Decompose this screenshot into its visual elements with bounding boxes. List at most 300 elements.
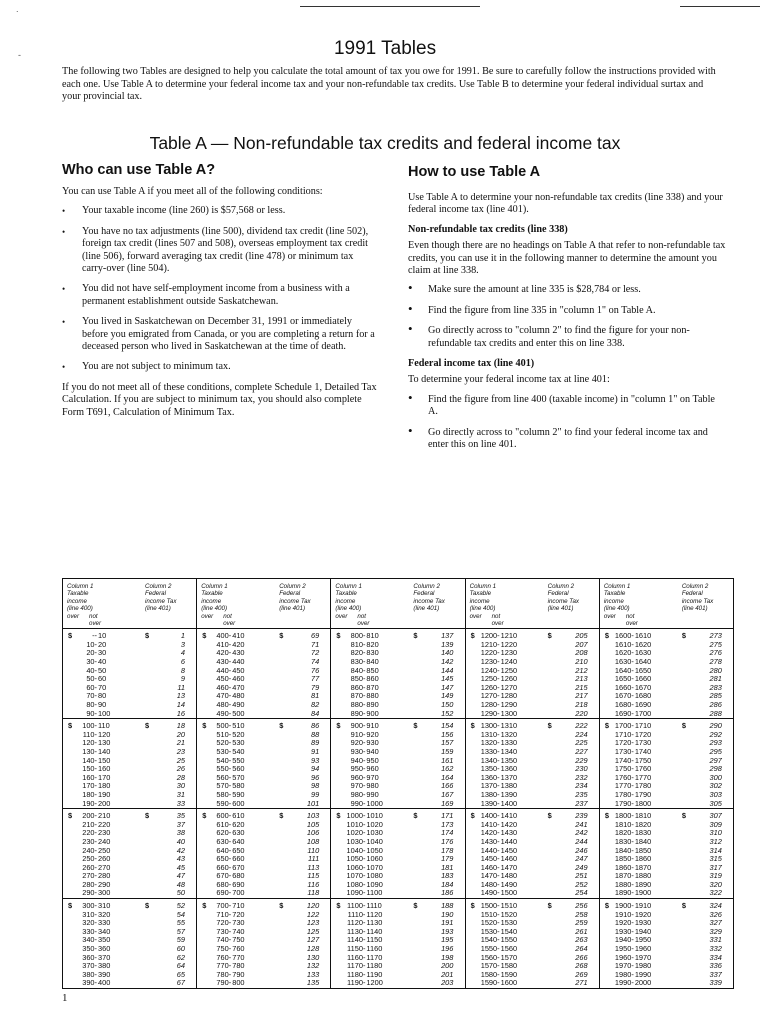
income-over: 1230- [480,657,500,667]
income-over: 1730- [614,746,634,756]
income-over: 330- [82,926,97,936]
table-column-group [466,579,600,988]
left-column [62,186,380,426]
federal-tax-value: 86 [310,721,320,731]
income-not-over: 1510 [500,901,518,911]
income-over: 600- [216,811,232,821]
income-over: 470- [216,691,232,701]
table-block [331,719,464,809]
income-over: 1470- [480,871,500,881]
income-over: 1960- [614,952,634,962]
income-not-over: 1030 [366,828,383,838]
income-not-over: 990 [366,789,379,799]
condition-item: • You are not subject to minimum tax. [62,361,380,373]
income-over: 280- [82,879,97,889]
income-not-over: 710 [232,901,245,911]
income-over: 1380- [480,789,500,799]
income-not-over: 1080 [366,871,383,881]
income-over: 920- [350,738,366,748]
federal-tax-value: 315 [709,854,722,864]
income-over: 1350- [480,764,500,774]
table-block [63,719,196,809]
income-not-over: 920 [366,729,379,739]
income-not-over: 1980 [634,961,652,971]
federal-tax-value: 157 [441,738,454,748]
income-not-over: 610 [232,811,245,821]
table-row [63,675,196,684]
condition-item: • Your taxable income (line 260) is $57,568 or less. [62,205,380,217]
federal-tax-value: 283 [709,682,722,692]
income-over: 820- [350,648,366,658]
dollar-sign: $ [547,631,552,641]
income-not-over: 1110 [366,901,382,911]
income-over: 1360- [480,772,500,782]
income-over: 490- [216,708,232,718]
income-over: 170- [82,781,97,791]
federal-tax-value: 69 [310,631,320,641]
dollar-sign: $ [202,811,207,821]
income-over: 940- [350,755,366,765]
income-over: 230- [82,836,97,846]
federal-tax-value: 45 [176,862,185,872]
income-not-over: 410 [232,631,245,641]
income-over: 1240- [480,665,500,675]
dollar-sign: $ [202,721,207,731]
federal-tax-value: 278 [709,657,722,667]
income-over: 800- [350,631,366,641]
table-row [63,800,196,809]
federal-tax-value: 28 [176,772,185,782]
income-not-over: 1540 [500,926,518,936]
federal-tax-value: 290 [709,721,722,731]
federal-tax-value: 232 [575,772,588,782]
federal-tax-value: 200 [441,961,454,971]
income-over: 1720- [614,738,634,748]
federal-tax-value: 35 [176,811,185,821]
federal-tax-value: 176 [441,836,454,846]
income-over: 40- [86,665,97,675]
income-not-over: 1310 [500,721,518,731]
income-over: 750- [216,944,232,954]
income-not-over: 1960 [634,944,652,954]
income-over: 1750- [614,764,634,774]
income-not-over: 940 [366,746,379,756]
income-not-over: 1370 [500,772,518,782]
income-not-over: 440 [232,657,245,667]
federal-tax-value: 254 [575,888,588,898]
federal-tax-value: 62 [176,952,185,962]
income-over: 1340- [480,755,500,765]
federal-tax-value: 64 [176,961,185,971]
federal-tax-value: 239 [575,811,588,821]
income-not-over: 1480 [500,871,518,881]
federal-tax-value: 67 [176,978,185,988]
federal-tax-value: 167 [441,789,454,799]
federal-tax-value: 164 [441,772,454,782]
not-over-label: not over [89,613,102,628]
table-block [331,809,464,899]
income-not-over: 840 [366,657,379,667]
table-row [63,649,196,658]
income-over: 1990- [614,978,634,988]
federal-tax-value: 8 [180,665,185,675]
table-block [197,809,330,899]
income-not-over: 1160 [366,944,383,954]
income-over: 1700- [614,721,634,731]
income-not-over: 1490 [500,879,518,889]
federal-tax-value: 145 [441,674,454,684]
income-over: 450- [216,674,232,684]
income-over: 1330- [480,746,500,756]
federal-tax-value: 72 [310,648,320,658]
income-not-over: 1940 [634,926,652,936]
income-over: 610- [216,819,232,829]
federal-tax-value: 156 [441,729,454,739]
federal-tax-value: 137 [441,631,454,641]
income-over: 1120- [347,918,366,928]
income-over: 150- [82,764,97,774]
subheading-credits: Non-refundable tax credits (line 338) [408,223,568,235]
income-not-over: 1650 [634,665,652,675]
dollar-sign: $ [279,811,284,821]
federal-tax-value: 14 [176,700,185,709]
federal-tax-value: 127 [306,935,320,945]
income-over: 290- [82,888,97,898]
income-not-over: 630 [232,828,245,838]
dollar-sign: $ [413,721,418,731]
income-over: 1000- [346,811,366,821]
income-not-over: 150 [98,755,111,765]
dollar-sign: $ [279,631,284,641]
income-over: 1100- [347,901,366,911]
income-not-over: 780 [232,961,245,971]
income-not-over: 1720 [634,729,652,739]
federal-tax-value: 139 [441,639,454,649]
federal-tax-value: 293 [709,738,722,748]
income-not-over: 1390 [500,789,518,799]
federal-tax-value: 37 [176,819,185,829]
income-over: 1600- [614,631,634,641]
income-over: 1300- [480,721,500,731]
federal-tax-value: 178 [441,845,454,855]
income-over: 1670- [614,691,634,701]
federal-tax-value: 26 [176,764,185,774]
over-label: over [469,613,482,620]
income-over: 130- [82,746,97,756]
income-over: 770- [216,961,232,971]
table-row [63,889,196,898]
federal-tax-value: 33 [176,798,185,808]
income-over: 1790- [614,798,634,808]
federal-tax-value: 82 [310,700,320,709]
income-not-over: 700 [232,888,245,898]
table-row [600,889,733,898]
income-not-over: 670 [232,862,245,872]
income-not-over: 310 [98,901,111,911]
dollar-sign: $ [604,901,609,911]
income-over: 630- [216,836,232,846]
dollar-sign: $ [202,631,207,641]
dollar-sign: $ [604,631,609,641]
income-not-over: 760 [232,944,245,954]
income-not-over: 250 [98,845,111,855]
federal-tax-value: 205 [575,631,588,641]
income-not-over: 1120 [366,909,383,919]
income-not-over: 1930 [634,918,652,928]
income-over: 380- [82,969,97,979]
income-over: 1570- [480,961,500,971]
federal-tax-value: 201 [441,969,454,979]
income-over: 60- [86,682,97,692]
federal-tax-value: 16 [176,708,185,718]
table-row [63,710,196,719]
income-not-over: 1040 [366,836,383,846]
income-not-over: 110 [98,721,110,731]
income-not-over: 490 [232,700,245,709]
federal-tax-value: 237 [575,798,588,808]
federal-tax-value: 329 [709,926,722,936]
income-over: 140- [82,755,97,765]
income-over: 670- [216,871,232,881]
income-not-over: 1670 [634,682,652,692]
income-over: 110- [82,729,97,739]
income-over: 300- [82,901,97,911]
top-rule-right [680,6,760,7]
income-not-over: 1100 [366,888,383,898]
federal-tax-value: 130 [306,952,320,962]
federal-tax-value: 77 [310,674,320,684]
income-not-over: 70 [98,682,107,692]
federal-tax-value: 3 [180,639,185,649]
income-not-over: 500 [232,708,245,718]
table-block [197,629,330,719]
income-not-over: 1550 [500,935,518,945]
income-over: 210- [82,819,97,829]
income-over: 1440- [480,845,500,855]
income-not-over: 640 [232,836,245,846]
income-over: 70- [86,691,97,701]
income-over: 1130- [347,926,366,936]
income-not-over: 1740 [634,746,652,756]
income-not-over: 530 [232,738,245,748]
federal-tax-value: 1 [180,631,185,641]
federal-tax-value: 193 [441,926,454,936]
federal-tax-value: 152 [441,708,454,718]
not-over-label: not over [357,613,370,628]
income-over: 370- [82,961,97,971]
income-not-over: 270 [98,862,111,872]
federal-tax-value: 20 [176,729,185,739]
dollar-sign: $ [202,901,207,911]
income-over: 1620- [614,648,634,658]
federal-tax-value: 11 [177,682,185,692]
income-not-over: 430 [232,648,245,658]
table-row [466,979,599,988]
federal-tax-value: 273 [709,631,722,641]
income-not-over: 120 [98,729,111,739]
income-over: 620- [216,828,232,838]
income-not-over: 1060 [366,854,383,864]
income-not-over: 1470 [500,862,518,872]
dollar-sign: $ [145,811,150,821]
federal-tax-value: 222 [575,721,588,731]
federal-tax-value: 271 [575,978,588,988]
income-over: 1740- [614,755,634,765]
federal-tax-value: 266 [575,952,588,962]
federal-tax-value: 98 [310,781,320,791]
federal-tax-value: 174 [441,828,454,838]
income-over: 1050- [346,854,366,864]
federal-tax-value: 42 [176,845,185,855]
table-block [466,629,599,719]
federal-tax-value: 48 [176,879,185,889]
income-over: 20- [86,648,97,658]
income-over: 540- [216,755,232,765]
income-over: 1080- [346,879,366,889]
federal-tax-value: 125 [306,926,320,936]
table-column-header [331,579,464,629]
income-not-over: 1260 [500,674,518,684]
table-row [331,710,464,719]
intro-paragraph: The following two Tables are designed to help you calculate the total amount of tax you owe for 1991. Be sure to carefully follow the instructions provided with each one. Use Table A to determine your federal income tax and your non-refundable tax credits. Use Table B to determine your federal individual surtax and your provincial tax. [62,66,716,102]
income-not-over: 560 [232,764,245,774]
table-column-header [63,579,196,629]
federal-tax-value: 57 [176,926,185,936]
income-not-over: 230 [98,828,111,838]
tax-table [62,578,734,989]
federal-tax-value: 251 [575,871,588,881]
over-label: over [603,613,616,620]
dollar-sign: $ [145,721,150,731]
dollar-sign: $ [470,901,475,911]
dollar-sign: $ [681,631,686,641]
over-label: over [67,613,80,620]
federal-tax-value: 285 [709,691,722,701]
income-over: 1530- [480,926,500,936]
over-label: over [335,613,348,620]
income-over: 1410- [480,819,500,829]
income-over: 1500- [480,901,500,911]
income-not-over: 1330 [500,738,518,748]
income-not-over: 800 [232,978,245,988]
income-not-over: 740 [232,926,245,936]
income-not-over: 1400 [500,798,518,808]
federal-tax-value: 74 [310,657,320,667]
dollar-sign: $ [604,811,609,821]
income-over: 430- [216,657,232,667]
federal-tax-value: 230 [575,764,588,774]
income-not-over: 1170 [366,952,383,962]
income-not-over: 750 [232,935,245,945]
federal-tax-value: 76 [310,665,320,675]
income-over: 1150- [347,944,366,954]
income-over: 1940- [614,935,634,945]
dollar-sign: $ [68,631,73,641]
income-not-over: 830 [366,648,379,658]
income-not-over: 1350 [500,755,518,765]
federal-tax-value: 43 [176,854,185,864]
federal-tax-value: 207 [575,639,588,649]
income-over: 1170- [347,961,366,971]
income-not-over: 1580 [500,961,518,971]
federal-tax-value: 54 [176,909,185,919]
income-over: 1280- [480,700,500,709]
income-not-over: 20 [98,639,107,649]
income-over: 1860- [614,862,634,872]
federal-tax-value: 242 [575,828,588,838]
federal-tax-value: 166 [441,781,454,791]
federal-tax-value: 159 [441,746,454,756]
federal-tax-value: 171 [441,811,454,821]
federal-tax-value: 327 [709,918,722,928]
income-over: 1660- [614,682,634,692]
income-over: 850- [350,674,366,684]
federal-tax-value: 142 [441,657,454,667]
income-not-over: 1600 [500,978,518,988]
income-not-over: 1830 [634,828,652,838]
federal-tax-value: 110 [307,845,320,855]
income-over: 1640- [614,665,634,675]
income-not-over: 1770 [634,772,652,782]
income-not-over: 130 [98,738,111,748]
income-not-over: 1880 [634,871,652,881]
income-over: 1070- [346,871,366,881]
table-row [600,979,733,988]
federal-tax-value: 339 [709,978,722,988]
federal-tax-value: 161 [441,755,454,765]
federal-tax-value: 52 [176,901,185,911]
income-not-over: 2000 [634,978,652,988]
income-over: 1840- [614,845,634,855]
federal-tax-value: 133 [306,969,320,979]
federal-tax-value: 191 [441,918,454,928]
income-not-over: 1790 [634,789,652,799]
income-over: 570- [216,781,232,791]
income-over: 1560- [480,952,500,962]
income-not-over: 1530 [500,918,518,928]
income-over: 1550- [480,944,500,954]
federal-tax-value: 88 [310,729,320,739]
income-over: 1180- [347,969,366,979]
income-not-over: 1820 [634,819,652,829]
income-not-over: 1130 [366,918,383,928]
federal-tax-value: 269 [575,969,588,979]
dollar-sign: $ [336,901,341,911]
income-not-over: 1630 [634,648,652,658]
federal-tax-value: 322 [709,888,722,898]
income-over: 710- [216,909,232,919]
federal-tax-value: 263 [575,935,588,945]
federal-tax-value: 50 [176,888,185,898]
income-over: 250- [82,854,97,864]
federal-tax-value: 297 [709,755,722,765]
income-not-over: 660 [232,854,245,864]
income-over: 690- [216,888,232,898]
income-over: 1690- [614,708,634,718]
income-not-over: 1290 [500,700,518,709]
income-not-over: 1270 [500,682,518,692]
table-row [197,979,330,988]
income-over: 950- [350,764,366,774]
table-row [466,889,599,898]
income-over: 1760- [614,772,634,782]
federal-tax-value: 195 [441,935,454,945]
federal-tax-value: 326 [709,909,722,919]
income-not-over: 160 [98,764,111,774]
income-not-over: 1990 [634,969,652,979]
income-over: 1010- [346,819,366,829]
federal-tax-value: 249 [575,862,588,872]
